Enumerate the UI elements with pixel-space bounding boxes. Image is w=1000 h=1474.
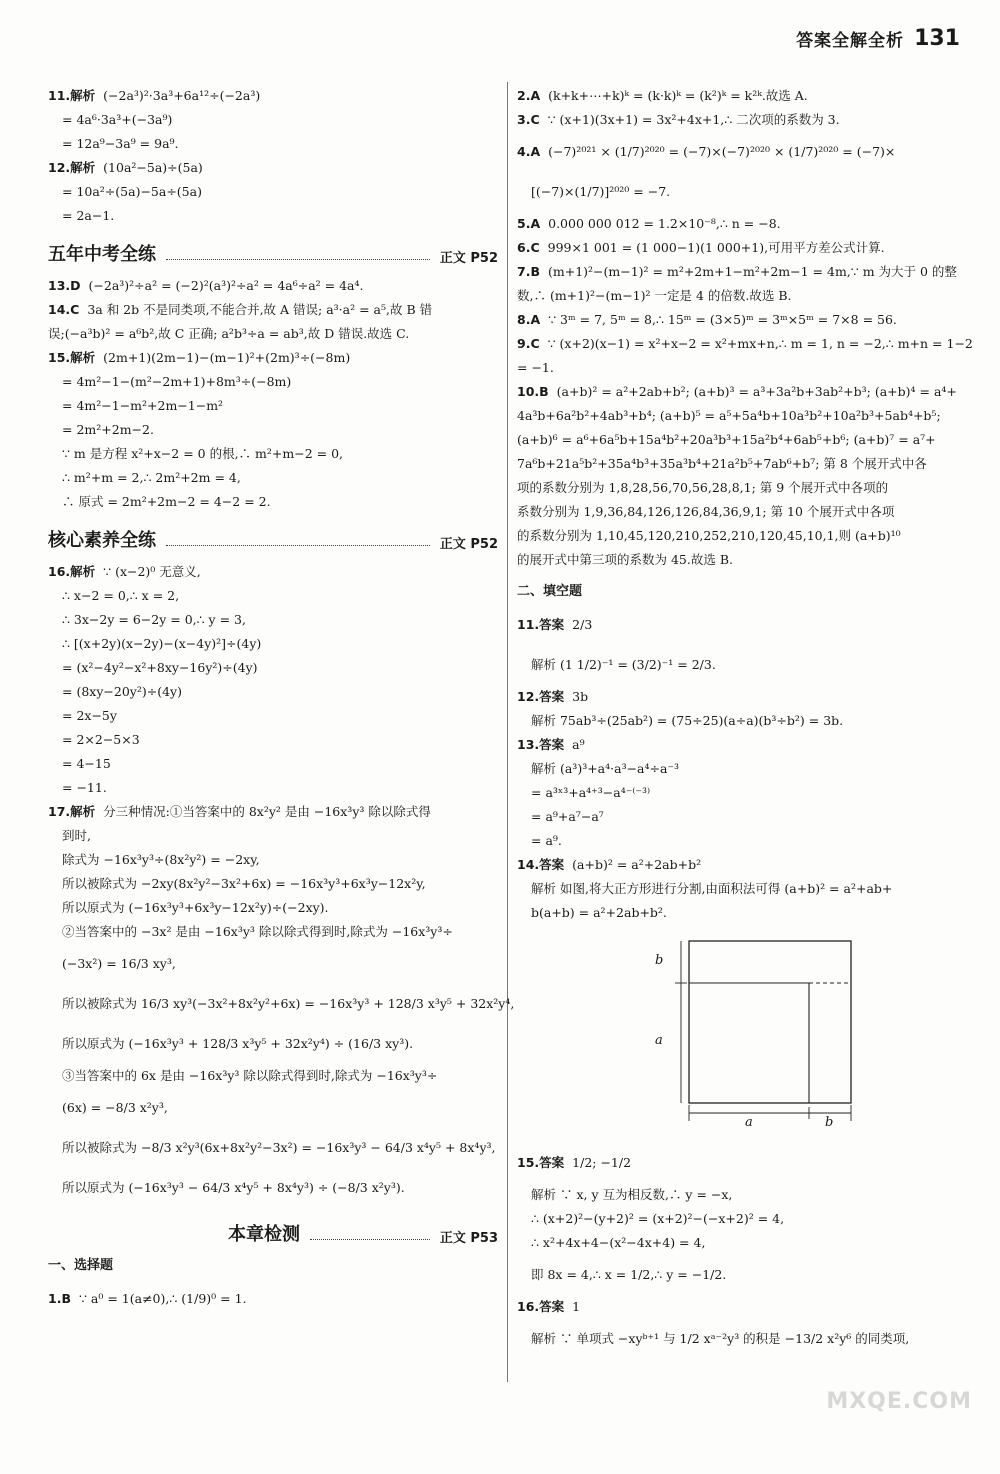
solution-line — [517, 1231, 965, 1255]
line-text: 误;(−a³b)² = a⁶b²,故 C 正确; a²b³÷a = ab³,故 D 错误.故选 C. — [48, 326, 410, 341]
solution-line — [48, 752, 498, 776]
dotted-leader — [310, 1239, 430, 1240]
line-text: 解析 ∵ 单项式 −xyᵇ⁺¹ 与 1/2 xᵃ⁻²y³ 的积是 −13/2 x²y⁶ 的同类项, — [531, 1331, 910, 1346]
question-label: 9.C — [517, 336, 540, 351]
solution-line — [48, 466, 498, 490]
section-heading — [48, 1220, 498, 1246]
line-text: ∴ x²+4x+4−(x²−4x+4) = 4, — [531, 1235, 706, 1250]
question-label: 5.A — [517, 216, 541, 231]
solution-line — [48, 346, 498, 370]
line-text: 0.000 000 012 = 1.2×10⁻⁸,∴ n = −8. — [548, 216, 781, 231]
line-text: 2/3 — [572, 617, 593, 632]
solution-line — [517, 108, 965, 132]
line-text: ∵ (x+1)(3x+1) = 3x²+4x+1,∴ 二次项的系数为 3. — [547, 112, 840, 127]
line-text: 3a 和 2b 不是同类项,不能合并,故 A 错误; a³·a² = a⁵,故 B 错 — [87, 302, 433, 317]
line-text: 分三种情况:①当答案中的 8x²y² 是由 −16x³y³ 除以除式得 — [103, 804, 431, 819]
square-partition-diagram — [637, 933, 867, 1133]
line-text: = a³ˣ³+a⁴⁺³−a⁴⁻⁽⁻³⁾ — [531, 785, 651, 800]
line-text: ∴ m²+m = 2,∴ 2m²+2m = 4, — [62, 470, 241, 485]
solution-line — [517, 452, 965, 476]
solution-line — [48, 944, 498, 984]
line-text: 项的系数分别为 1,8,28,56,70,56,28,8,1; 第 9 个展开式中各项的 — [517, 480, 889, 495]
solution-line — [517, 901, 965, 925]
solution-line — [517, 380, 965, 404]
question-label: 12.答案 — [517, 689, 565, 704]
line-text: 1/2; −1/2 — [572, 1155, 632, 1170]
solution-line — [48, 108, 498, 132]
line-text: ∵ (x+2)(x−1) = x²+x−2 = x²+mx+n,∴ m = 1, n = −2,∴ m+n = 1−2 — [547, 336, 973, 351]
diagram-svg — [637, 933, 867, 1133]
question-label: 1.B — [48, 1291, 71, 1306]
column-divider — [507, 82, 508, 1382]
line-text: 数,∴ (m+1)²−(m−1)² 一定是 4 的倍数.故选 B. — [517, 288, 792, 303]
diagram-label-b-bottom: b — [825, 1115, 834, 1130]
section-title: 核心素养全练 — [48, 530, 156, 551]
solution-line — [48, 584, 498, 608]
line-text: ∴ 原式 = 2m²+2m−2 = 4−2 = 2. — [62, 494, 271, 509]
subsection-title: 一、选择题 — [48, 1258, 114, 1273]
solution-line — [517, 548, 965, 572]
line-text: = (x²−4y²−x²+8xy−16y²)÷(4y) — [62, 660, 258, 675]
solution-line — [517, 404, 965, 428]
section-page-ref: 正文 P52 — [439, 537, 498, 552]
question-label: 14.C — [48, 302, 80, 317]
solution-line — [48, 442, 498, 466]
solution-line — [517, 877, 965, 901]
line-text: (6x) = −8/3 x²y³, — [62, 1100, 168, 1115]
line-text: = 12a⁹−3a⁹ = 9a⁹. — [62, 136, 179, 151]
solution-line — [48, 608, 498, 632]
solution-line — [517, 500, 965, 524]
solution-line — [48, 180, 498, 204]
question-label: 13.D — [48, 278, 81, 293]
line-text: 解析 75ab³÷(25ab²) = (75÷25)(a÷a)(b³÷b²) = 3b. — [531, 713, 844, 728]
solution-line — [517, 284, 965, 308]
solution-line — [48, 156, 498, 180]
page-header — [796, 26, 960, 51]
solution-line — [48, 1128, 498, 1168]
solution-line — [48, 132, 498, 156]
solution-line — [517, 524, 965, 548]
line-text: = a⁹. — [531, 833, 562, 848]
line-text: (−2a³)²·3a³+6a¹²÷(−2a³) — [103, 88, 261, 103]
question-label: 17.解析 — [48, 804, 96, 819]
solution-line — [517, 1255, 965, 1295]
solution-line — [517, 172, 965, 212]
line-text: ∵ m 是方程 x²+x−2 = 0 的根,∴ m²+m−2 = 0, — [62, 446, 343, 461]
solution-line — [48, 632, 498, 656]
line-text: 4a³b+6a²b²+4ab³+b⁴; (a+b)⁵ = a⁵+5a⁴b+10a³b²+10a²b³+5ab⁴+b⁵; — [517, 408, 941, 423]
solution-line — [48, 920, 498, 944]
line-text: = 2m²+2m−2. — [62, 422, 154, 437]
solution-line — [517, 476, 965, 500]
line-text: 解析 (1 1/2)⁻¹ = (3/2)⁻¹ = 2/3. — [531, 657, 716, 672]
question-label: 16.答案 — [517, 1299, 565, 1314]
page-number: 131 — [914, 26, 960, 51]
line-text: ∴ x−2 = 0,∴ x = 2, — [62, 588, 180, 603]
line-text: (k+k+⋯+k)ᵏ = (k·k)ᵏ = (k²)ᵏ = k²ᵏ.故选 A. — [548, 88, 808, 103]
line-text: (−2a³)²÷a² = (−2)²(a³)²÷a² = 4a⁶÷a² = 4a⁴. — [88, 278, 364, 293]
solution-line — [48, 848, 498, 872]
solution-line — [517, 805, 965, 829]
line-text: 的系数分别为 1,10,45,120,210,252,210,120,45,10,1,则 (a+b)¹⁰ — [517, 528, 901, 543]
question-label: 3.C — [517, 112, 540, 127]
question-label: 8.A — [517, 312, 541, 327]
line-text: [(−7)×(1/7)]²⁰²⁰ = −7. — [531, 184, 671, 199]
solution-line — [48, 824, 498, 848]
line-text: 所以被除式为 16/3 xy³(−3x²+8x²y²+6x) = −16x³y³ + 128/3 x³y⁵ + 32x²y⁴, — [62, 996, 515, 1011]
question-label: 12.解析 — [48, 160, 96, 175]
line-text: = 2×2−5×3 — [62, 732, 140, 747]
solution-line — [48, 704, 498, 728]
line-text: 7a⁶b+21a⁵b²+35a⁴b³+35a³b⁴+21a²b⁵+7ab⁶+b⁷; 第 8 个展开式中各 — [517, 456, 927, 471]
line-text: = −11. — [62, 780, 107, 795]
line-text: (a+b)² = a²+2ab+b²; (a+b)³ = a³+3a²b+3ab²+b³; (a+b)⁴ = a⁴+ — [556, 384, 957, 399]
solution-line — [517, 356, 965, 380]
line-text: 的展开式中第三项的系数为 45.故选 B. — [517, 552, 733, 567]
line-text: 解析 (a³)³+a⁴·a³−a⁴÷a⁻³ — [531, 761, 680, 776]
question-label: 16.解析 — [48, 564, 96, 579]
question-label: 6.C — [517, 240, 540, 255]
line-text: 解析 如图,将大正方形进行分割,由面积法可得 (a+b)² = a²+ab+ — [531, 881, 893, 896]
solution-line — [48, 204, 498, 228]
line-text: = a⁹+a⁷−a⁷ — [531, 809, 604, 824]
line-text: = 4m²−1−m²+2m−1−m² — [62, 398, 224, 413]
line-text: ∵ a⁰ = 1(a≠0),∴ (1/9)⁰ = 1. — [78, 1291, 247, 1306]
solution-line — [517, 645, 965, 685]
left-column — [48, 84, 515, 1319]
line-text: 所以原式为 (−16x³y³ + 128/3 x³y⁵ + 32x²y⁴) ÷ (16/3 xy³). — [62, 1036, 414, 1051]
section-page-ref: 正文 P53 — [439, 1231, 498, 1246]
solution-line — [48, 984, 515, 1024]
solution-line — [517, 853, 965, 877]
question-label: 14.答案 — [517, 857, 565, 872]
solution-line — [517, 709, 965, 733]
question-label: 13.答案 — [517, 737, 565, 752]
solution-line — [517, 757, 965, 781]
header-title: 答案全解全析 — [796, 31, 905, 51]
solution-line — [48, 680, 498, 704]
line-text: ∴ [(x+2y)(x−2y)−(x−4y)²]÷(4y) — [62, 636, 262, 651]
solution-line — [517, 1143, 965, 1183]
line-text: = 4−15 — [62, 756, 111, 771]
solution-line — [517, 428, 965, 452]
line-text: = 2a−1. — [62, 208, 115, 223]
solution-line — [517, 236, 965, 260]
solution-line — [517, 1295, 965, 1319]
line-text: = 10a²÷(5a)−5a÷(5a) — [62, 184, 202, 199]
line-text: (−3x²) = 16/3 xy³, — [62, 956, 176, 971]
line-text: = 4a⁶·3a³+(−3a⁹) — [62, 112, 173, 127]
line-text: (a+b)⁶ = a⁶+6a⁵b+15a⁴b²+20a³b³+15a²b⁴+6ab⁵+b⁶; (a+b)⁷ = a⁷+ — [517, 432, 936, 447]
line-text: ∴ 3x−2y = 6−2y = 0,∴ y = 3, — [62, 612, 246, 627]
solution-line — [517, 733, 965, 757]
line-text: 除式为 −16x³y³÷(8x²y²) = −2xy, — [62, 852, 260, 867]
solution-line — [517, 260, 965, 284]
solution-line — [48, 896, 498, 920]
diagram-label-a-bottom: a — [745, 1115, 753, 1130]
subsection-title: 二、填空题 — [517, 584, 583, 599]
diagram-label-a-left: a — [655, 1033, 663, 1048]
line-text: ③当答案中的 6x 是由 −16x³y³ 除以除式得到时,除式为 −16x³y³÷ — [62, 1068, 438, 1083]
solution-line — [48, 274, 498, 298]
solution-line — [48, 728, 498, 752]
right-column — [517, 84, 973, 1359]
section-page-ref: 正文 P52 — [439, 251, 498, 266]
question-label: 15.解析 — [48, 350, 96, 365]
line-text: b(a+b) = a²+2ab+b². — [531, 905, 667, 920]
solution-line — [48, 1168, 498, 1208]
diagram-label-b-left: b — [655, 953, 664, 968]
solution-line — [48, 1064, 498, 1088]
line-text: a⁹ — [572, 737, 585, 752]
solution-line — [48, 84, 498, 108]
question-label: 4.A — [517, 144, 541, 159]
solution-line — [48, 490, 498, 514]
line-text: 所以原式为 (−16x³y³+6x³y−12x²y)÷(−2xy). — [62, 900, 329, 915]
section-title: 五年中考全练 — [48, 244, 156, 265]
question-label: 15.答案 — [517, 1155, 565, 1170]
line-text: ∵ 3ᵐ = 7, 5ᵐ = 8,∴ 15ᵐ = (3×5)ᵐ = 3ᵐ×5ᵐ = 7×8 = 56. — [548, 312, 897, 327]
solution-line — [48, 298, 498, 322]
line-text: 所以原式为 (−16x³y³ − 64/3 x⁴y⁵ + 8x⁴y³) ÷ (−8/3 x²y³). — [62, 1180, 405, 1195]
question-label: 11.答案 — [517, 617, 565, 632]
line-text: 1 — [572, 1299, 581, 1314]
solution-line — [517, 84, 965, 108]
question-label: 10.B — [517, 384, 549, 399]
line-text: 到时, — [62, 828, 91, 843]
solution-line — [48, 1279, 498, 1319]
solution-line — [48, 560, 498, 584]
dotted-leader — [166, 259, 430, 260]
line-text: = −1. — [517, 360, 554, 375]
solution-line — [48, 872, 498, 896]
line-text: (−7)²⁰²¹ × (1/7)²⁰²⁰ = (−7)×(−7)²⁰²⁰ × (1/7)²⁰²⁰ = (−7)× — [548, 144, 896, 159]
solution-line — [48, 656, 498, 680]
line-text: ②当答案中的 −3x² 是由 −16x³y³ 除以除式得到时,除式为 −16x³y³÷ — [62, 924, 453, 939]
solution-line — [517, 605, 965, 645]
line-text: 所以被除式为 −2xy(8x²y²−3x²+6x) = −16x³y³+6x³y−12x²y, — [62, 876, 426, 891]
line-text: = 2x−5y — [62, 708, 117, 723]
line-text: (m+1)²−(m−1)² = m²+2m+1−m²+2m−1 = 4m,∵ m 为大于 0 的整 — [547, 264, 957, 279]
line-text: = (8xy−20y²)÷(4y) — [62, 684, 182, 699]
solution-line — [517, 685, 965, 709]
solution-line — [517, 332, 973, 356]
line-text: 3b — [572, 689, 589, 704]
solution-line — [517, 132, 965, 172]
solution-line — [48, 1024, 498, 1064]
solution-line — [48, 418, 498, 442]
solution-line — [517, 1183, 965, 1207]
line-text: 系数分别为 1,9,36,84,126,126,84,36,9,1; 第 10 个展开式中各项 — [517, 504, 895, 519]
line-text: 999×1 001 = (1 000−1)(1 000+1),可用平方差公式计算. — [547, 240, 885, 255]
solution-line — [48, 1088, 498, 1128]
solution-line — [48, 800, 498, 824]
watermark-text: MXQE.COM — [826, 1389, 972, 1414]
solution-line — [48, 394, 498, 418]
line-text: (10a²−5a)÷(5a) — [103, 160, 203, 175]
question-label: 7.B — [517, 264, 540, 279]
solution-line — [517, 308, 965, 332]
question-label: 11.解析 — [48, 88, 96, 103]
line-text: = 4m²−1−(m²−2m+1)+8m³÷(−8m) — [62, 374, 292, 389]
line-text: ∵ (x−2)⁰ 无意义, — [103, 564, 201, 579]
solution-line — [48, 322, 498, 346]
section-title: 本章检测 — [228, 1224, 300, 1245]
section-heading — [48, 526, 498, 552]
line-text: (2m+1)(2m−1)−(m−1)²+(2m)³÷(−8m) — [103, 350, 351, 365]
line-text: 所以被除式为 −8/3 x²y³(6x+8x²y²−3x²) = −16x³y³ − 64/3 x⁴y⁵ + 8x⁴y³, — [62, 1140, 496, 1155]
line-text: (a+b)² = a²+2ab+b² — [572, 857, 702, 872]
line-text: 即 8x = 4,∴ x = 1/2,∴ y = −1/2. — [531, 1267, 727, 1282]
solution-line — [48, 370, 498, 394]
watermark-logo — [822, 1344, 972, 1414]
solution-line — [48, 776, 498, 800]
solution-line — [517, 829, 965, 853]
line-text: ∴ (x+2)²−(y+2)² = (x+2)²−(−x+2)² = 4, — [531, 1211, 785, 1226]
solution-line — [517, 1207, 965, 1231]
dotted-leader — [166, 545, 430, 546]
solution-line — [517, 212, 965, 236]
question-label: 2.A — [517, 88, 541, 103]
section-heading — [48, 240, 498, 266]
solution-line — [517, 781, 965, 805]
line-text: 解析 ∵ x, y 互为相反数,∴ y = −x, — [531, 1187, 733, 1202]
